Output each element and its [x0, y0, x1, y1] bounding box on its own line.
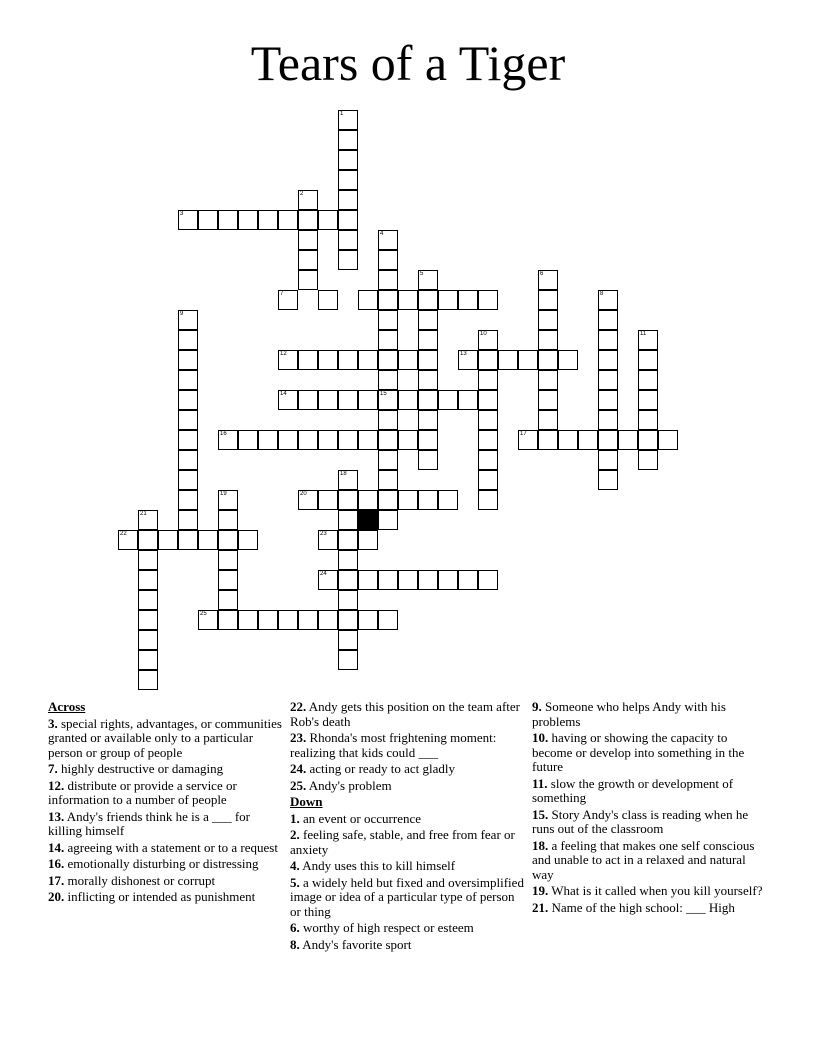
grid-cell[interactable]	[338, 390, 358, 410]
grid-cell[interactable]	[398, 430, 418, 450]
clue-number: 7.	[48, 761, 58, 776]
grid-cell[interactable]	[278, 430, 298, 450]
grid-cell[interactable]	[358, 610, 378, 630]
clue-text: Andy's problem	[306, 777, 392, 793]
grid-cell[interactable]	[338, 490, 358, 510]
grid-cell[interactable]	[418, 450, 438, 470]
clue-item	[48, 779, 284, 808]
grid-cell[interactable]	[318, 490, 338, 510]
grid-cell[interactable]	[458, 570, 478, 590]
clue-number: 3.	[48, 715, 58, 731]
grid-cell[interactable]	[378, 390, 398, 410]
clue-number: 24.	[290, 761, 307, 776]
clue-text: Story Andy's class is reading when he runs out of the classroom	[532, 806, 749, 836]
grid-cell[interactable]	[478, 570, 498, 590]
grid-cell[interactable]	[638, 350, 658, 370]
clue-number: 16.	[48, 856, 65, 871]
grid-cell[interactable]	[178, 330, 198, 350]
grid-cell[interactable]	[278, 210, 298, 230]
grid-cell[interactable]	[638, 430, 658, 450]
grid-cell[interactable]	[418, 570, 438, 590]
grid-cell[interactable]	[298, 210, 318, 230]
black-grid-cell	[358, 510, 378, 530]
clue-item	[290, 731, 526, 760]
grid-cell[interactable]	[338, 590, 358, 610]
grid-cell[interactable]	[138, 590, 158, 610]
grid-cell[interactable]	[358, 530, 378, 550]
clue-number-label: 8	[600, 291, 604, 297]
clue-number: 2.	[290, 827, 300, 842]
clue-text: Andy gets this position on the team after Rob's death	[290, 699, 520, 729]
grid-cell[interactable]	[218, 490, 238, 510]
clue-number-label: 13	[460, 351, 467, 357]
grid-cell[interactable]	[318, 350, 338, 370]
grid-cell[interactable]	[298, 430, 318, 450]
grid-cell[interactable]	[138, 570, 158, 590]
clue-text: a feeling that makes one self conscious and unable to act in a relaxed and natural way	[532, 837, 755, 882]
grid-cell[interactable]	[518, 350, 538, 370]
grid-cell[interactable]	[218, 430, 238, 450]
grid-cell[interactable]	[178, 350, 198, 370]
grid-cell[interactable]	[218, 530, 238, 550]
clue-number-label: 6	[540, 271, 544, 277]
grid-cell[interactable]	[138, 650, 158, 670]
clue-number-label: 3	[180, 211, 184, 217]
clue-item	[532, 808, 768, 837]
clue-number: 20.	[48, 889, 65, 904]
grid-cell[interactable]	[238, 210, 258, 230]
grid-cell[interactable]	[538, 350, 558, 370]
clue-number: 19.	[532, 883, 549, 898]
down-clue-list-continued	[532, 700, 768, 915]
clue-text: agreeing with a statement or to a request	[64, 839, 278, 855]
grid-cell[interactable]	[218, 590, 238, 610]
grid-cell[interactable]	[478, 470, 498, 490]
grid-cell[interactable]	[598, 310, 618, 330]
clue-number: 22.	[290, 699, 307, 714]
clue-number-label: 23	[320, 531, 327, 537]
grid-cell[interactable]	[418, 270, 438, 290]
grid-cell[interactable]	[298, 350, 318, 370]
grid-cell[interactable]	[538, 330, 558, 350]
clue-number-label: 21	[140, 511, 147, 517]
clue-column-1	[48, 700, 284, 907]
grid-cell[interactable]	[318, 530, 338, 550]
grid-cell[interactable]	[238, 430, 258, 450]
grid-cell[interactable]	[378, 230, 398, 250]
clue-item	[532, 777, 768, 806]
clue-number: 23.	[290, 730, 307, 745]
grid-cell[interactable]	[178, 490, 198, 510]
grid-cell[interactable]	[258, 430, 278, 450]
clue-text: morally dishonest or corrupt	[64, 872, 216, 888]
clue-item	[290, 700, 526, 729]
clue-item	[290, 859, 526, 874]
across-heading: Across	[48, 699, 86, 714]
clue-number-label: 10	[480, 331, 487, 337]
grid-cell[interactable]	[598, 290, 618, 310]
grid-cell[interactable]	[398, 490, 418, 510]
grid-cell[interactable]	[138, 670, 158, 690]
clue-number: 6.	[290, 920, 300, 935]
clue-text: Andy uses this to kill himself	[299, 858, 456, 873]
grid-cell[interactable]	[418, 430, 438, 450]
clue-item	[48, 762, 284, 777]
clue-number-label: 11	[640, 331, 647, 337]
grid-cell[interactable]	[318, 390, 338, 410]
grid-cell[interactable]	[138, 530, 158, 550]
grid-cell[interactable]	[378, 430, 398, 450]
grid-cell[interactable]	[118, 530, 138, 550]
grid-cell[interactable]	[338, 250, 358, 270]
clue-item	[48, 890, 284, 905]
grid-cell[interactable]	[338, 530, 358, 550]
grid-cell[interactable]	[318, 210, 338, 230]
grid-cell[interactable]	[338, 210, 358, 230]
grid-cell[interactable]	[458, 290, 478, 310]
grid-cell[interactable]	[538, 270, 558, 290]
grid-cell[interactable]	[178, 410, 198, 430]
clue-item	[48, 717, 284, 761]
grid-cell[interactable]	[458, 390, 478, 410]
grid-cell[interactable]	[218, 510, 238, 530]
grid-cell[interactable]	[538, 410, 558, 430]
clue-text: Andy's favorite sport	[299, 936, 412, 952]
grid-cell[interactable]	[458, 350, 478, 370]
grid-cell[interactable]	[178, 470, 198, 490]
grid-cell[interactable]	[478, 390, 498, 410]
grid-cell[interactable]	[398, 350, 418, 370]
grid-cell[interactable]	[598, 450, 618, 470]
clue-number: 5.	[290, 874, 300, 890]
clue-text: inflicting or intended as punishment	[64, 889, 256, 904]
grid-cell[interactable]	[638, 370, 658, 390]
clue-number: 8.	[290, 936, 300, 952]
clue-item	[48, 841, 284, 856]
clue-number: 13.	[48, 808, 65, 824]
grid-cell[interactable]	[278, 610, 298, 630]
grid-cell[interactable]	[378, 270, 398, 290]
grid-cell[interactable]	[538, 430, 558, 450]
clue-item	[532, 884, 768, 899]
grid-cell[interactable]	[598, 370, 618, 390]
grid-cell[interactable]	[418, 490, 438, 510]
clue-text: emotionally disturbing or distressing	[64, 856, 259, 871]
puzzle-title: Tears of a Tiger	[250, 35, 566, 91]
clue-number-label: 18	[340, 471, 347, 477]
clue-column-3	[532, 700, 768, 917]
grid-cell[interactable]	[218, 210, 238, 230]
grid-cell[interactable]	[138, 510, 158, 530]
grid-cell[interactable]	[598, 430, 618, 450]
clue-item	[290, 828, 526, 857]
grid-cell[interactable]	[298, 270, 318, 290]
grid-cell[interactable]	[338, 130, 358, 150]
grid-cell[interactable]	[338, 190, 358, 210]
grid-cell[interactable]	[478, 430, 498, 450]
grid-cell[interactable]	[638, 410, 658, 430]
clue-item	[290, 779, 526, 794]
grid-cell[interactable]	[298, 250, 318, 270]
clue-number-label: 12	[280, 351, 287, 357]
grid-cell[interactable]	[238, 610, 258, 630]
clue-text: a widely held but fixed and oversimplified image or idea of a particular type of person or thing	[290, 874, 524, 919]
grid-cell[interactable]	[478, 350, 498, 370]
grid-cell[interactable]	[138, 550, 158, 570]
grid-cell[interactable]	[338, 570, 358, 590]
grid-cell[interactable]	[378, 570, 398, 590]
grid-cell[interactable]	[178, 530, 198, 550]
clue-number-label: 24	[320, 571, 327, 577]
grid-cell[interactable]	[598, 330, 618, 350]
clue-number: 18.	[532, 837, 549, 853]
grid-cell[interactable]	[518, 430, 538, 450]
grid-cell[interactable]	[298, 390, 318, 410]
grid-cell[interactable]	[138, 630, 158, 650]
clue-text: Someone who helps Andy with his problems	[532, 699, 726, 729]
grid-cell[interactable]	[438, 490, 458, 510]
grid-cell[interactable]	[338, 610, 358, 630]
grid-cell[interactable]	[178, 210, 198, 230]
clue-number-label: 5	[420, 271, 424, 277]
grid-cell[interactable]	[418, 330, 438, 350]
grid-cell[interactable]	[418, 310, 438, 330]
down-heading: Down	[290, 794, 323, 809]
grid-cell[interactable]	[218, 550, 238, 570]
grid-cell[interactable]	[638, 390, 658, 410]
grid-cell[interactable]	[378, 250, 398, 270]
grid-cell[interactable]	[218, 570, 238, 590]
clue-number: 25.	[290, 777, 307, 793]
grid-cell[interactable]	[358, 350, 378, 370]
grid-cell[interactable]	[298, 190, 318, 210]
grid-cell[interactable]	[378, 450, 398, 470]
grid-cell[interactable]	[338, 650, 358, 670]
grid-cell[interactable]	[358, 290, 378, 310]
grid-cell[interactable]	[318, 290, 338, 310]
clue-text: Andy's friends think he is a ___ for killing himself	[48, 808, 251, 838]
clue-item	[48, 857, 284, 872]
clue-item	[48, 810, 284, 839]
clue-number-label: 15	[380, 391, 387, 397]
clue-text: distribute or provide a service or information to a number of people	[48, 777, 237, 807]
clue-text: slow the growth or development of something	[532, 775, 734, 805]
clue-text: an event or occurrence	[299, 810, 422, 826]
clue-number: 4.	[290, 858, 300, 873]
clue-number-label: 25	[200, 611, 207, 617]
clue-number: 1.	[290, 810, 300, 826]
grid-cell[interactable]	[298, 230, 318, 250]
clue-number: 9.	[532, 699, 542, 714]
clue-number: 12.	[48, 777, 65, 793]
clue-item	[532, 700, 768, 729]
grid-cell[interactable]	[378, 490, 398, 510]
grid-cell[interactable]	[658, 430, 678, 450]
grid-cell[interactable]	[578, 430, 598, 450]
across-clue-list	[48, 717, 284, 905]
clue-text: acting or ready to act gladly	[306, 761, 455, 776]
clue-number-label: 16	[220, 431, 227, 437]
clue-item	[290, 876, 526, 920]
grid-cell[interactable]	[378, 290, 398, 310]
grid-cell[interactable]	[378, 330, 398, 350]
grid-cell[interactable]	[598, 470, 618, 490]
grid-cell[interactable]	[278, 350, 298, 370]
grid-cell[interactable]	[418, 370, 438, 390]
grid-cell[interactable]	[478, 410, 498, 430]
grid-cell[interactable]	[638, 450, 658, 470]
grid-cell[interactable]	[198, 530, 218, 550]
grid-cell[interactable]	[178, 450, 198, 470]
grid-cell[interactable]	[478, 290, 498, 310]
clue-text: What is it called when you kill yourself?	[548, 883, 763, 898]
grid-cell[interactable]	[178, 430, 198, 450]
grid-cell[interactable]	[298, 490, 318, 510]
grid-cell[interactable]	[358, 490, 378, 510]
clue-text: Name of the high school: ___ High	[548, 899, 735, 915]
grid-cell[interactable]	[378, 310, 398, 330]
grid-cell[interactable]	[538, 310, 558, 330]
clue-column-2	[290, 700, 526, 954]
grid-cell[interactable]	[538, 390, 558, 410]
grid-cell[interactable]	[418, 410, 438, 430]
grid-cell[interactable]	[338, 550, 358, 570]
grid-cell[interactable]	[538, 290, 558, 310]
clue-number: 15.	[532, 806, 549, 822]
grid-cell[interactable]	[438, 570, 458, 590]
grid-cell[interactable]	[498, 350, 518, 370]
grid-cell[interactable]	[158, 530, 178, 550]
grid-cell[interactable]	[318, 610, 338, 630]
grid-cell[interactable]	[338, 430, 358, 450]
grid-cell[interactable]	[258, 610, 278, 630]
grid-cell[interactable]	[138, 610, 158, 630]
grid-cell[interactable]	[178, 310, 198, 330]
grid-cell[interactable]	[478, 450, 498, 470]
grid-cell[interactable]	[338, 110, 358, 130]
clue-number: 10.	[532, 730, 549, 745]
clue-text: Rhonda's most frightening moment: realizing that kids could ___	[290, 730, 497, 760]
clue-item	[290, 762, 526, 777]
grid-cell[interactable]	[438, 290, 458, 310]
grid-cell[interactable]	[558, 430, 578, 450]
grid-cell[interactable]	[258, 210, 278, 230]
clue-number-label: 19	[220, 491, 227, 497]
clue-number-label: 22	[120, 531, 127, 537]
grid-cell[interactable]	[558, 350, 578, 370]
grid-cell[interactable]	[318, 570, 338, 590]
grid-cell[interactable]	[178, 510, 198, 530]
grid-cell[interactable]	[478, 330, 498, 350]
grid-cell[interactable]	[358, 430, 378, 450]
grid-cell[interactable]	[338, 470, 358, 490]
grid-cell[interactable]	[418, 390, 438, 410]
clue-number-label: 9	[180, 311, 184, 317]
grid-cell[interactable]	[398, 570, 418, 590]
grid-cell[interactable]	[378, 470, 398, 490]
grid-cell[interactable]	[278, 290, 298, 310]
clue-item	[532, 731, 768, 775]
clue-number-label: 4	[380, 231, 384, 237]
grid-cell[interactable]	[198, 210, 218, 230]
clue-text: feeling safe, stable, and free from fear or anxiety	[290, 827, 515, 857]
grid-cell[interactable]	[538, 370, 558, 390]
clue-item	[290, 812, 526, 827]
clue-number-label: 7	[280, 291, 284, 297]
clue-item	[532, 839, 768, 883]
grid-cell[interactable]	[598, 390, 618, 410]
grid-cell[interactable]	[398, 390, 418, 410]
clue-item	[290, 938, 526, 953]
grid-cell[interactable]	[378, 510, 398, 530]
grid-cell[interactable]	[318, 430, 338, 450]
clue-number: 14.	[48, 839, 65, 855]
grid-cell[interactable]	[358, 390, 378, 410]
clue-number-label: 2	[300, 191, 304, 197]
grid-cell[interactable]	[198, 610, 218, 630]
clue-item	[48, 874, 284, 889]
grid-cell[interactable]	[478, 370, 498, 390]
grid-cell[interactable]	[218, 610, 238, 630]
grid-cell[interactable]	[418, 290, 438, 310]
grid-cell[interactable]	[278, 390, 298, 410]
clue-text: special rights, advantages, or communities granted or available only to a particular person or group of people	[48, 715, 282, 760]
grid-cell[interactable]	[438, 390, 458, 410]
grid-cell[interactable]	[398, 290, 418, 310]
grid-cell[interactable]	[378, 350, 398, 370]
clue-number-label: 14	[280, 391, 287, 397]
grid-cell[interactable]	[338, 350, 358, 370]
grid-cell[interactable]	[598, 410, 618, 430]
grid-cell[interactable]	[378, 410, 398, 430]
grid-cell[interactable]	[178, 390, 198, 410]
grid-cell[interactable]	[358, 570, 378, 590]
clue-text: highly destructive or damaging	[57, 761, 224, 776]
grid-cell[interactable]	[298, 610, 318, 630]
grid-cell[interactable]	[338, 630, 358, 650]
grid-cell[interactable]	[338, 510, 358, 530]
grid-cell[interactable]	[618, 430, 638, 450]
down-clue-list	[290, 812, 526, 953]
clue-text: having or showing the capacity to become or develop into something in the future	[532, 730, 745, 774]
clue-number-label: 20	[300, 491, 307, 497]
across-clue-list-continued	[290, 700, 526, 793]
clue-item	[290, 921, 526, 936]
grid-cell[interactable]	[338, 150, 358, 170]
clue-text: worthy of high respect or esteem	[299, 920, 474, 935]
grid-cell[interactable]	[638, 330, 658, 350]
clue-number-label: 1	[340, 111, 344, 117]
clue-number: 11.	[532, 775, 548, 791]
clue-number: 17.	[48, 872, 65, 888]
grid-cell[interactable]	[378, 610, 398, 630]
grid-cell[interactable]	[478, 490, 498, 510]
grid-cell[interactable]	[378, 370, 398, 390]
grid-cell[interactable]	[338, 170, 358, 190]
clue-number-label: 17	[520, 431, 527, 437]
clue-item	[532, 901, 768, 916]
grid-cell[interactable]	[178, 370, 198, 390]
grid-cell[interactable]	[598, 350, 618, 370]
clue-number: 21.	[532, 899, 549, 915]
grid-cell[interactable]	[418, 350, 438, 370]
grid-cell[interactable]	[238, 530, 258, 550]
grid-cell[interactable]	[338, 230, 358, 250]
